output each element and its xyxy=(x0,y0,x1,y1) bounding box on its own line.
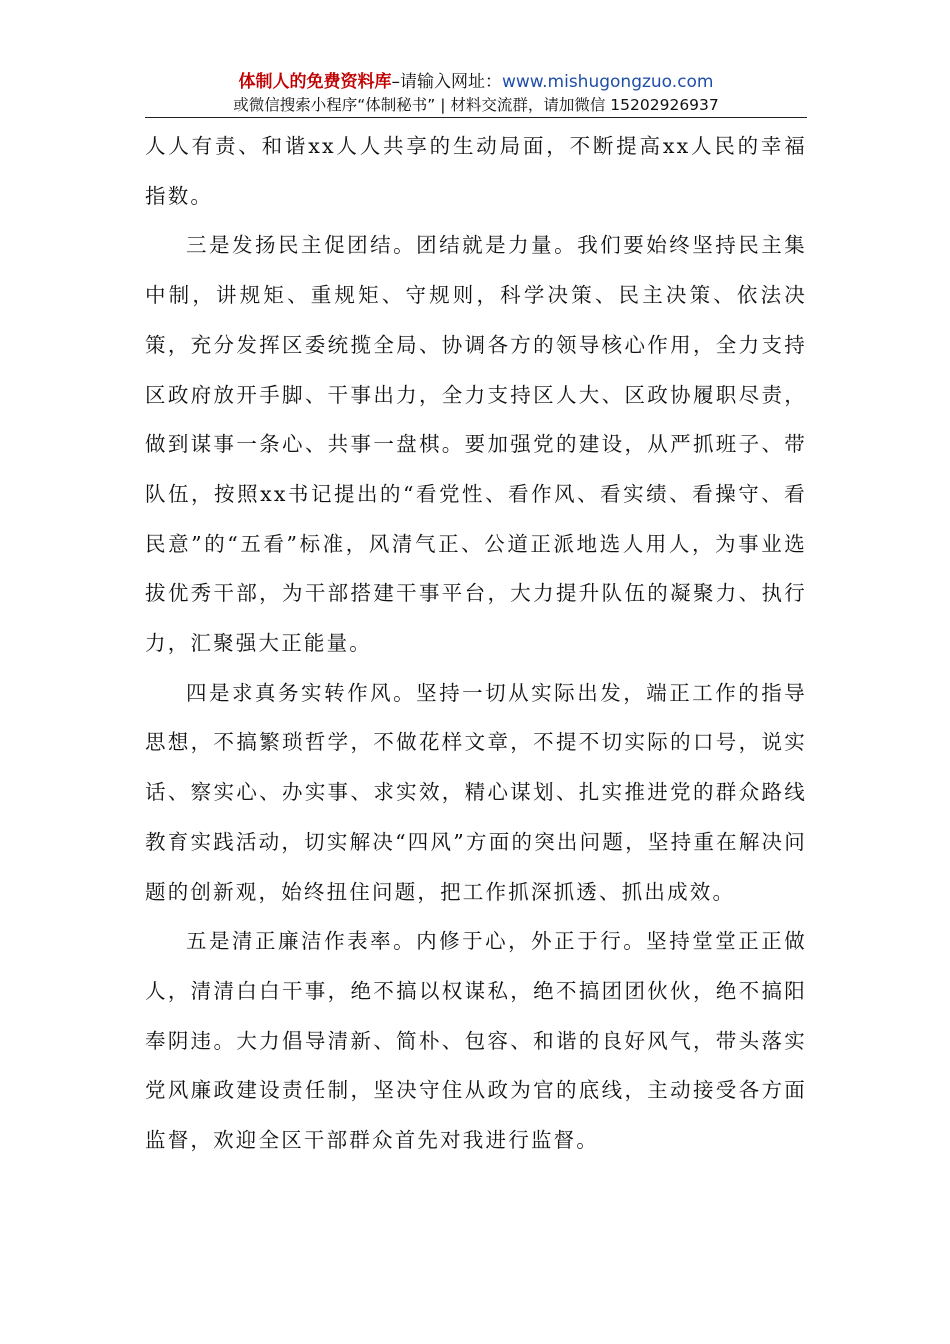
paragraph-democracy-unity: 三是发扬民主促团结。团结就是力量。我们要始终坚持民主集中制，讲规矩、重规矩、守规则，科学决策、民主决策、依法决策，充分发挥区委统揽全局、协调各方的领导核心作用，全力支持区政府放开手脚、干事出力，全力支持区人大、区政协履职尽责，做到谋事一条心、共事一盘棋。要加强党的建设，从严抓班子、带队伍，按照xx书记提出的“看党性、看作风、看实绩、看操守、看民意”的“五看”标准，风清气正、公道正派地选人用人，为事业选拔优秀干部，为干部搭建干事平台，大力提升队伍的凝聚力、执行力，汇聚强大正能量。 xyxy=(145,233,807,656)
document-body xyxy=(145,122,807,1166)
paragraph-work-style: 四是求真务实转作风。坚持一切从实际出发，端正工作的指导思想，不搞繁琐哲学，不做花样文章，不提不切实际的口号，说实话、察实心、办实事、求实效，精心谋划、扎实推进党的群众路线教育实践活动，切实解决“四风”方面的突出问题，坚持重在解决问题的创新观，始终扭住问题，把工作抓深抓透、抓出成效。 xyxy=(145,680,807,904)
paragraph-integrity: 五是清正廉洁作表率。内修于心，外正于行。坚持堂堂正正做人，清清白白干事，绝不搞以权谋私，绝不搞团团伙伙，绝不搞阳奉阴违。大力倡导清新、简朴、包容、和谐的良好风气，带头落实党风廉政建设责任制，坚决守住从政为官的底线，主动接受各方面监督，欢迎全区干部群众首先对我进行监督。 xyxy=(145,929,807,1153)
page-header xyxy=(145,70,807,116)
website-link[interactable]: www.mishugongzuo.com xyxy=(501,72,714,92)
header-divider xyxy=(145,117,807,118)
paragraph-continued: 人人有责、和谐xx人人共享的生动局面，不断提高xx人民的幸福指数。 xyxy=(145,134,807,208)
url-prompt: –请输入网址： xyxy=(391,72,502,92)
brand-name: 体制人的免费资料库 xyxy=(238,72,392,92)
header-contact-line: 或微信搜索小程序“体制秘书” | 材料交流群，请加微信 15202926937 xyxy=(233,96,719,114)
header-promo-line xyxy=(145,70,807,94)
